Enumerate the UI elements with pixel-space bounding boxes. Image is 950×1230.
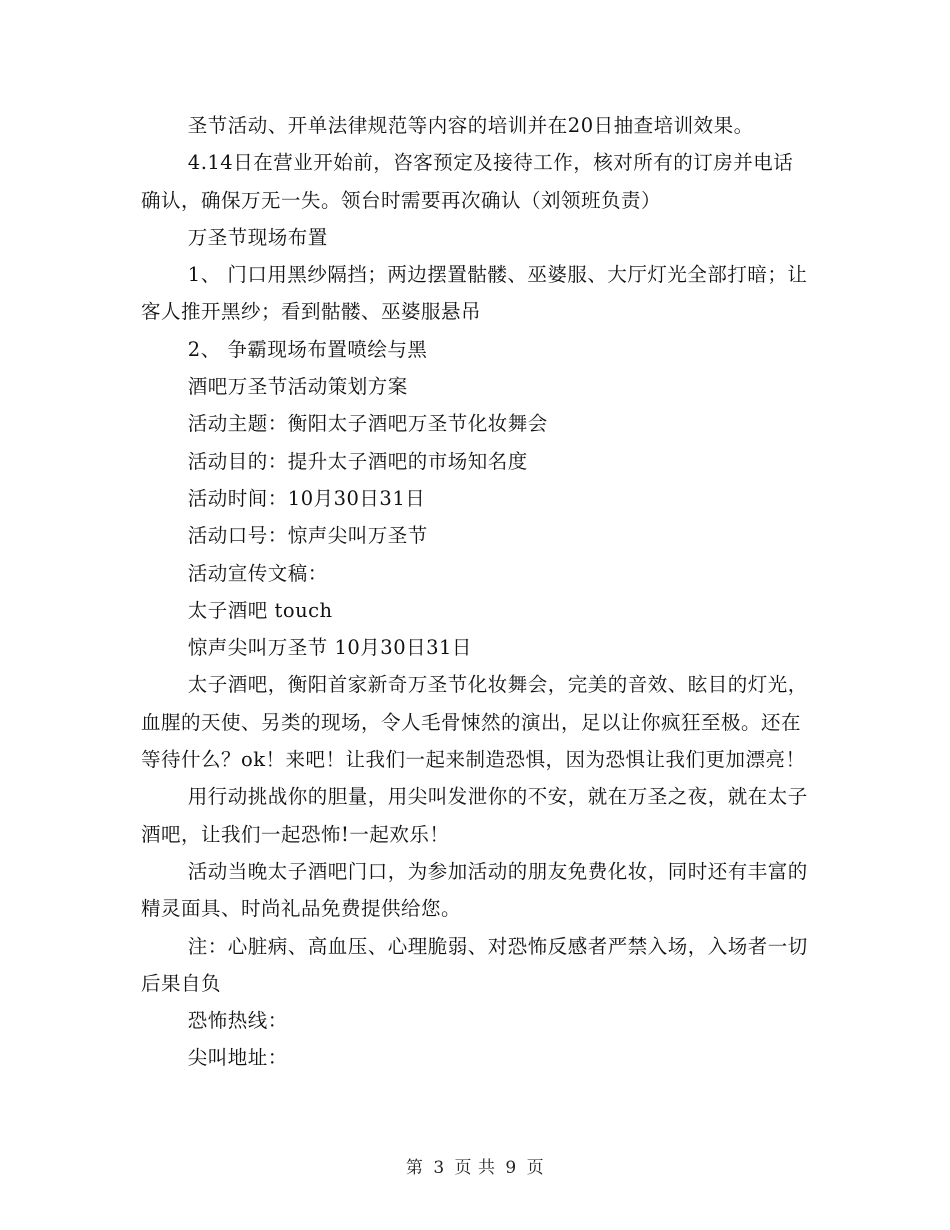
section-title: 酒吧万圣节活动策划方案 (187, 375, 408, 399)
current-page-number: 3 (433, 1158, 445, 1178)
hotline-label: 恐怖热线： (187, 1009, 288, 1033)
promo-line: 惊声尖叫万圣节 10月30日31日 (187, 636, 472, 660)
activity-time: 活动时间：10月30日31日 (187, 486, 426, 510)
paragraph: 圣节活动、开单法律规范等内容的培训并在20日抽查培训效果。 (187, 114, 754, 137)
page-footer (0, 1153, 950, 1178)
promo-line: 太子酒吧 touch (187, 598, 333, 622)
activity-slogan: 活动口号：惊声尖叫万圣节 (187, 524, 428, 548)
activity-goal: 活动目的：提升太子酒吧的市场知名度 (187, 449, 528, 473)
notice: 注：心脏病、高血压、心理脆弱、对恐怖反感者严禁入场，入场者一切后果自负 (141, 934, 808, 995)
promo-heading: 活动宣传文稿： (187, 561, 328, 585)
section-heading: 万圣节现场布置 (187, 225, 328, 249)
paragraph: 活动当晚太子酒吧门口，为参加活动的朋友免费化妆，同时还有丰富的精灵面具、时尚礼品免费提供给您。 (141, 859, 808, 921)
activity-theme: 活动主题：衡阳太子酒吧万圣节化妆舞会 (187, 412, 548, 436)
total-page-count: 9 (505, 1158, 517, 1178)
footer-suffix: 页 (526, 1158, 545, 1178)
list-item: 2、 争霸现场布置喷绘与黑 (187, 337, 428, 361)
footer-prefix: 第 (405, 1158, 424, 1178)
paragraph: 用行动挑战你的胆量，用尖叫发泄你的不安，就在万圣之夜，就在太子酒吧，让我们一起恐怖!一起欢乐！ (141, 785, 808, 846)
document-body (141, 107, 811, 1077)
footer-middle: 页 共 (454, 1158, 496, 1178)
address-label: 尖叫地址： (187, 1046, 288, 1070)
paragraph: 4.14日在营业开始前，咨客预定及接待工作，核对所有的订房并电话确认，确保万无一失。领台时需要再次确认（刘领班负责） (141, 151, 794, 212)
paragraph: 太子酒吧，衡阳首家新奇万圣节化妆舞会，完美的音效、眩目的灯光，血腥的天使、另类的现场，令人毛骨悚然的演出，足以让你疯狂至极。还在等待什么？ok！来吧！让我们一起来制造恐惧，因为恐惧让我们更加漂亮！ (141, 673, 808, 772)
list-item: 1、 门口用黑纱隔挡；两边摆置骷髅、巫婆服、大厅灯光全部打暗；让客人推开黑纱；看到骷髅、巫婆服悬吊 (141, 263, 808, 324)
